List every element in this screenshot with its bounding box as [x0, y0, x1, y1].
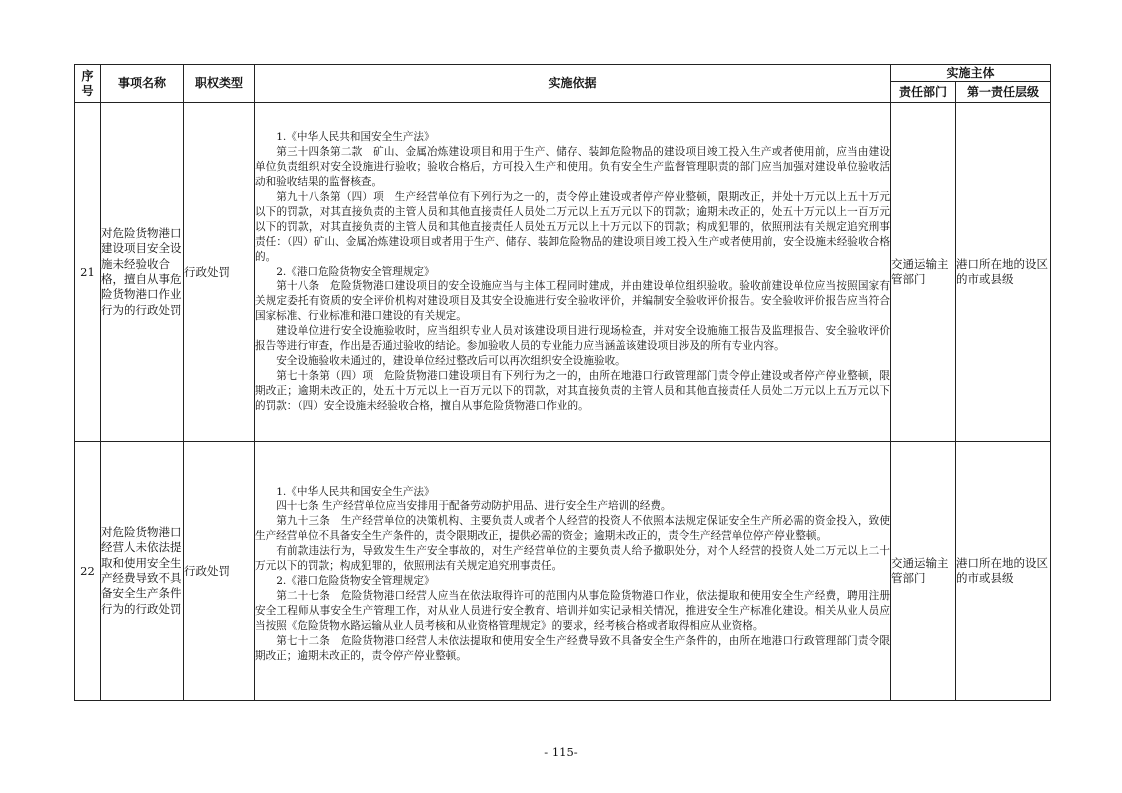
row-power-type: 行政处罚 [184, 442, 255, 701]
row-seq: 22 [75, 442, 101, 701]
basis-paragraph: 第三十四条第二款 矿山、金属冶炼建设项目和用于生产、储存、装卸危险物品的建设项目竣工投入生产或者使用前，应当由建设单位负责组织对安全设施进行验收；验收合格后，方可投入生产和使用。负有安全生产监督管理职责的部门应当加强对建设单位验收活动和验收结果的监督核查。 [255, 146, 890, 189]
table-row [75, 103, 1051, 442]
header-dept: 责任部门 [891, 82, 956, 103]
header-basis: 实施依据 [255, 65, 891, 103]
basis-paragraph: 2.《港口危险货物安全管理规定》 [276, 265, 435, 278]
header-type: 职权类型 [184, 65, 255, 103]
header-seq: 序号 [75, 65, 101, 103]
basis-paragraph: 建设单位进行安全设施验收时，应当组织专业人员对该建设项目进行现场检查，并对安全设施施工报告及监理报告、安全验收评价报告等进行审查，作出是否通过验收的结论。参加验收人员的专业能力应当涵盖该建设项目涉及的所有专业内容。 [255, 325, 890, 353]
row-responsible-level: 港口所在地的设区的市或县级 [956, 103, 1051, 442]
basis-paragraph: 2.《港口危险货物安全管理规定》 [276, 575, 435, 587]
header-subject: 实施主体 [891, 65, 1051, 82]
basis-paragraph: 1.《中华人民共和国安全生产法》 [276, 131, 435, 144]
enforcement-table [74, 64, 1051, 701]
row-seq: 21 [75, 103, 101, 442]
basis-paragraph: 安全设施验收未通过的，建设单位经过整改后可以再次组织安全设施验收。 [276, 354, 626, 367]
basis-paragraph: 第九十三条 生产经营单位的决策机构、主要负责人或者个人经营的投资人不依照本法规定保证安全生产所必需的资金投入，致使生产经营单位不具备安全生产条件的，责令限期改正，提供必需的资金；逾期未改正的，责令生产经营单位停产停业整顿。 [255, 515, 890, 543]
row-item-name: 对危险货物港口经营人未依法提取和使用安全生产经费导致不具备安全生产条件行为的行政处罚 [101, 442, 184, 701]
row-legal-basis [255, 442, 891, 701]
table-row [75, 442, 1051, 701]
row-legal-basis [255, 103, 891, 442]
page-number: - 115- [544, 745, 578, 759]
basis-paragraph: 第七十条第（四）项 危险货物港口建设项目有下列行为之一的，由所在地港口行政管理部门责令停止建设或者停产停业整顿，限期改正；逾期未改正的，处五十万元以上一百万元以下的罚款，对其直接负责的主管人员和其他直接责任人员处二万元以上五万元以下的罚款：（四）安全设施未经验收合格，擅自从事危险货物港口作业的。 [255, 369, 890, 412]
basis-paragraph: 1.《中华人民共和国安全生产法》 [276, 485, 435, 498]
row-responsible-dept: 交通运输主管部门 [891, 103, 956, 442]
basis-paragraph: 四十七条 生产经营单位应当安排用于配备劳动防护用品、进行安全生产培训的经费。 [276, 500, 672, 513]
basis-paragraph: 第二十七条 危险货物港口经营人应当在依法取得许可的范围内从事危险货物港口作业，依法提取和使用安全生产经费，聘用注册安全工程师从事安全生产管理工作，对从业人员进行安全教育、培训并如实记录相关情况，推进安全生产标准化建设。相关从业人员应当按照《危险货物水路运输从业人员考核和从业资格管理规定》的要求，经考核合格或者取得相应从业资格。 [255, 589, 890, 632]
basis-paragraph: 第十八条 危险货物港口建设项目的安全设施应当与主体工程同时建成，并由建设单位组织验收。验收前建设单位应当按照国家有关规定委托有资质的安全评价机构对建设项目及其安全设施进行安全验收评价，并编制安全验收评价报告。安全验收评价报告应当符合国家标准、行业标准和港口建设的有关规定。 [255, 280, 890, 323]
row-power-type: 行政处罚 [184, 103, 255, 442]
header-level: 第一责任层级 [956, 82, 1051, 103]
row-responsible-dept: 交通运输主管部门 [891, 442, 956, 701]
basis-paragraph: 有前款违法行为，导致发生生产安全事故的，对生产经营单位的主要负责人给予撤职处分，对个人经营的投资人处二万元以上二十万元以下的罚款；构成犯罪的，依照刑法有关规定追究刑事责任。 [255, 545, 890, 573]
basis-paragraph: 第七十二条 危险货物港口经营人未依法提取和使用安全生产经费导致不具备安全生产条件的，由所在地港口行政管理部门责令限期改正；逾期未改正的，责令停产停业整顿。 [255, 634, 890, 662]
basis-paragraph: 第九十八条第（四）项 生产经营单位有下列行为之一的，责令停止建设或者停产停业整顿，限期改正，并处十万元以上五十万元以下的罚款，对其直接负责的主管人员和其他直接责任人员处二万元以上五万元以下的罚款；逾期未改正的，处五十万元以上一百万元以下的罚款，对其直接负责的主管人员和其他直接责任人员处五万元以上十万元以下的罚款；构成犯罪的，依照刑法有关规定追究刑事责任：（四）矿山、金属冶炼建设项目或者用于生产、储存、装卸危险物品的建设项目竣工投入生产或者使用前，安全设施未经验收合格的。 [255, 191, 890, 263]
header-name: 事项名称 [101, 65, 184, 103]
row-responsible-level: 港口所在地的设区的市或县级 [956, 442, 1051, 701]
row-item-name: 对危险货物港口建设项目安全设施未经验收合格，擅自从事危险货物港口作业行为的行政处罚 [101, 103, 184, 442]
